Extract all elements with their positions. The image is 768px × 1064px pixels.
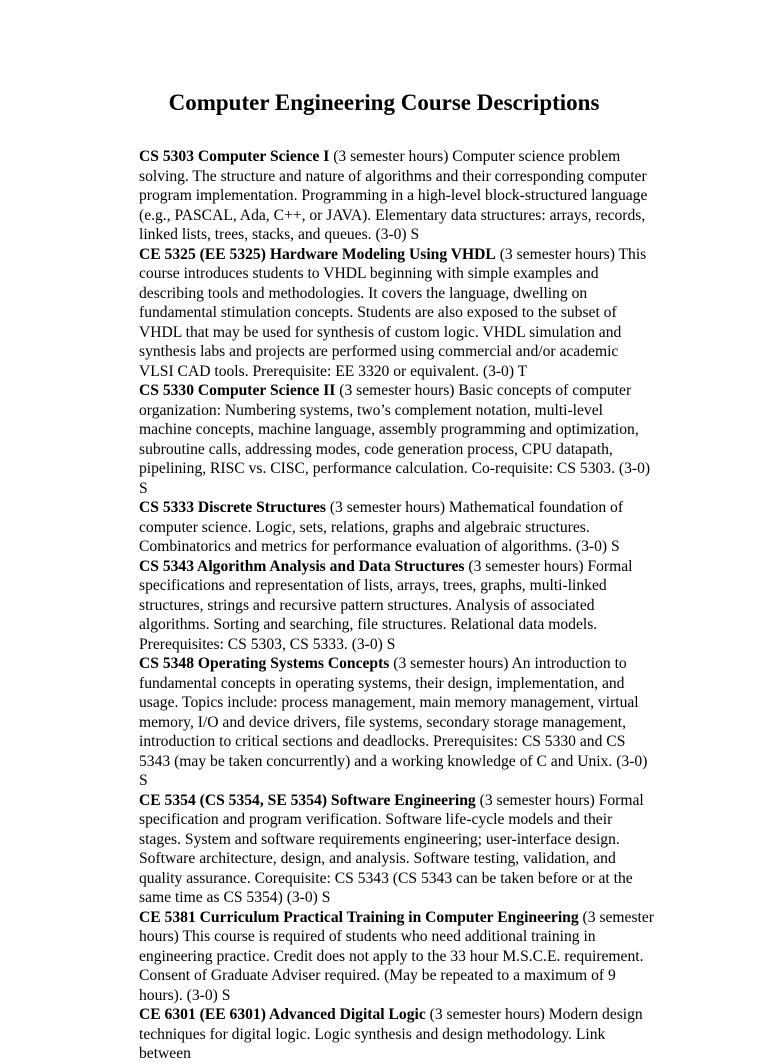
course-description: (3 semester hours) This course introduces students to VHDL beginning with simple examples and describing tools and methodologies. It covers the language, dwelling on fundamental stimulation concepts. Students are also exposed to the subset of VHDL that may be used for synthesis of custom logic. VHDL simulation and synthesis labs and projects are performed using commercial and/or academic VLSI CAD tools. Prerequisite: EE 3320 or equivalent. (3-0) T — [139, 245, 647, 380]
course-entry-cs5343 — [139, 557, 654, 655]
course-entry-ce5354 — [139, 791, 654, 908]
course-code: CE 6301 (EE 6301) Advanced Digital Logic — [139, 1006, 426, 1023]
course-description: (3 semester hours) Basic concepts of computer organization: Numbering systems, two’s complement notation, multi-level machine concepts, machine language, assembly programming and optimization, subroutine calls, addressing modes, code generation process, CPU datapath, pipelining, RISC vs. CISC, performance calculation. Co-requisite: CS 5303. (3-0) S — [139, 382, 651, 497]
course-code: CS 5303 Computer Science I — [139, 148, 330, 165]
course-entry-ce5325 — [139, 245, 654, 382]
course-code: CS 5333 Discrete Structures — [139, 499, 326, 516]
course-list — [139, 147, 654, 1064]
course-description: (3 semester hours) Formal specifications and representation of lists, arrays, trees, graphs, multi-linked structures, strings and recursive pattern structures. Analysis of associated algorithms. Sorting and searching, file structures. Relational data models. Prerequisites: CS 5303, CS 5333. (3-0) S — [139, 557, 633, 653]
course-description: (3 semester hours) Modern design techniques for digital logic. Logic synthesis and design methodology. Link between — [139, 1006, 643, 1062]
course-code: CE 5381 Curriculum Practical Training in Computer Engineering — [139, 908, 579, 926]
course-entry-ce6301 — [139, 1005, 654, 1064]
course-description: (3 semester hours) This course is required of students who need additional training in engineering practice. Credit does not apply to the 33 hour M.S.C.E. requirement. Consent of Graduate Adviser required. (May be repeated to a maximum of 9 hours). (3-0) S — [139, 908, 654, 1004]
course-code: CS 5330 Computer Science II — [139, 382, 336, 399]
course-code: CS 5348 Operating Systems Concepts — [139, 655, 390, 672]
page-title: Computer Engineering Course Descriptions — [168, 90, 600, 115]
course-code: CS 5343 Algorithm Analysis and Data Structures — [139, 557, 465, 575]
course-entry-cs5330 — [139, 381, 654, 498]
course-entry-cs5333 — [139, 498, 654, 557]
course-code: CE 5354 (CS 5354, SE 5354) Software Engineering — [139, 791, 476, 809]
course-description: (3 semester hours) Formal specification and program verification. Software life-cycle models and their stages. System and software requirements engineering; user-interface design. Software architecture, design, and analysis. Software testing, validation, and quality assurance. Corequisite: CS 5343 (CS 5343 can be taken before or at the same time as CS 5354) (3-0) S — [139, 791, 644, 906]
course-entry-ce5381 — [139, 908, 654, 1006]
course-description: (3 semester hours) Mathematical foundation of computer science. Logic, sets, relations, graphs and algebraic structures. Combinatorics and metrics for performance evaluation of algorithms. (3-0) S — [139, 499, 624, 555]
course-description: (3 semester hours) Computer science problem solving. The structure and nature of algorithms and their corresponding computer program implementation. Programming in a high-level block-structured language (e.g., PASCAL, Ada, C++, or JAVA). Elementary data structures: arrays, records, linked lists, trees, stacks, and queues. (3-0) S — [139, 148, 648, 243]
course-entry-cs5303 — [139, 147, 654, 245]
course-code: CE 5325 (EE 5325) Hardware Modeling Using VHDL — [139, 245, 496, 263]
course-description: (3 semester hours) An introduction to fundamental concepts in operating systems, their design, implementation, and usage. Topics include: process management, main memory management, virtual memory, I/O and device drivers, file systems, secondary storage management, introduction to critical sections and deadlocks. Prerequisites: CS 5330 and CS 5343 (may be taken concurrently) and a working knowledge of C and Unix. (3-0) S — [139, 655, 648, 789]
course-entry-cs5348 — [139, 654, 654, 791]
